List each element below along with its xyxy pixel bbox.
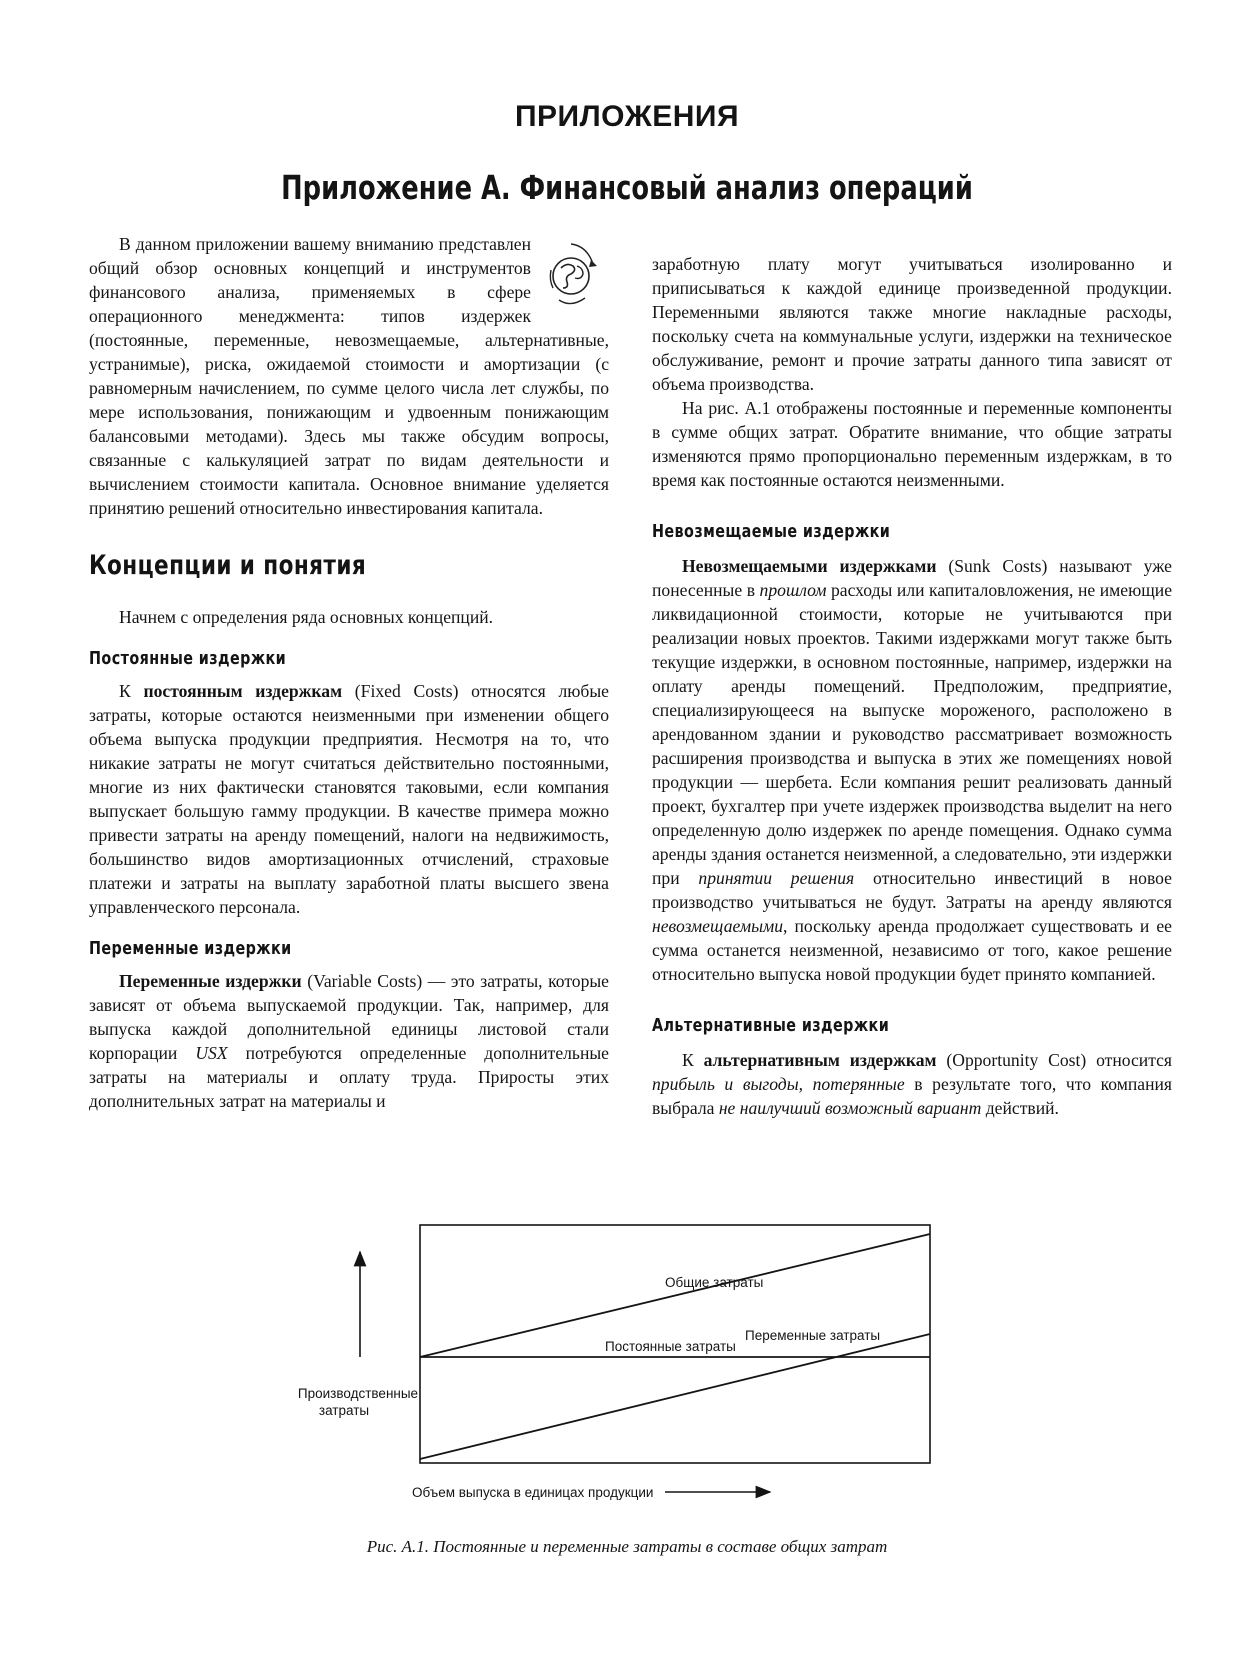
concepts-heading: Концепции и понятия — [89, 550, 367, 581]
intro-block — [89, 232, 609, 520]
fixed-costs-paragraph: К постоянным издержкам (Fixed Costs) относятся любые затраты, которые остаются неизменными при изменении общего объема выпуска продукции предприятия. Несмотря на то, что никакие затраты не могут считаться действительно постоянными, многие из них фактически становятся таковыми, если компания выпускает большую гамму продукции. В качестве примера можно привести затраты на аренду помещений, налоги на недвижимость, большинство видов амортизационных отчислений, страховые платежи и затраты на выплату заработной платы высшего звена управленческого персонала. — [89, 681, 609, 917]
figure-caption: Рис. А.1. Постоянные и переменные затраты в составе общих затрат — [366, 1537, 888, 1556]
variable-costs-paragraph: Переменные издержки (Variable Costs) — это затраты, которые зависят от объема выпускаемой продукции. Так, например, для выпуска каждой дополнительной единицы листовой стали корпорации USX потребуются определенные дополнительные затраты на материалы и оплату труда. Приросты этих дополнительных затрат на материалы и — [89, 971, 609, 1111]
sunk-costs-term: Невозмещаемыми издержками — [682, 556, 937, 576]
continuation-paragraph: заработную плату могут учитываться изолированно и приписываться к каждой единице произведенной продукции. Переменными являются также многие накладные расходы, поскольку счета на коммунальные услуги, издержки на техническое обслуживание, ремонт и прочие затраты данного типа зависят от объема производства. — [652, 254, 1172, 394]
opportunity-costs-paragraph: К альтернативным издержкам (Opportunity Cost) относится прибыль и выгоды, потерянные в результате того, что компания выбрала не наилучший возможный вариант действий. — [652, 1050, 1173, 1118]
fixed-costs-heading: Постоянные издержки — [89, 649, 287, 669]
figure-reference-paragraph: На рис. А.1 отображены постоянные и переменные компоненты в сумме общих затрат. Обратите внимание, что общие затраты изменяются прямо пропорционально переменным издержкам, в то время как постоянные остаются неизменными. — [652, 398, 1172, 490]
variable-costs-label: Переменные затраты — [745, 1328, 881, 1343]
company-name: USX — [195, 1043, 228, 1063]
y-axis-label-line2: затраты — [318, 1403, 370, 1418]
x-axis-label: Объем выпуска в единицах продукции — [412, 1485, 654, 1500]
globe-icon — [541, 238, 603, 310]
sunk-costs-paragraph: Невозмещаемыми издержками (Sunk Costs) называют уже понесенные в прошлом расходы или капиталовложения, не имеющие ликвидационной стоимости, которые не учитываются при реализации новых проектов. Такими издержками могут также быть текущие издержки, в основном постоянные, например, издержки на оплату аренды помещений. Предположим, предприятие, специализирующееся на выпуске мороженого, расположено в арендованном здании и руководство рассматривает возможность расширения производства и выпуска в этих же помещениях новой продукции — шербета. Если компания решит реализовать данный проект, бухгалтер при учете издержек производства выделит на него определенную долю издержек по аренде помещения. Однако сумма аренды здания останется неизменной, а следовательно, эти издержки при принятии решения относительно инвестиций в новое производство учитываться не будут. Затраты на аренду являются невозмещаемыми, поскольку аренда продолжает существовать и ее сумма останется неизменной, независимо от того, какое решение относительно выпуска новой продукции будет принято компанией. — [652, 556, 1172, 984]
fixed-costs-label: Постоянные затраты — [605, 1339, 736, 1354]
right-column — [652, 252, 1172, 1120]
y-axis-label-line1: Производственные — [297, 1386, 419, 1401]
appendix-title: Приложение А. Финансовый анализ операций — [281, 168, 973, 207]
opportunity-costs-heading: Альтернативные издержки — [652, 1016, 890, 1036]
section-title: ПРИЛОЖЕНИЯ — [514, 100, 740, 133]
fixed-costs-term: постоянным издержкам — [143, 681, 343, 701]
variable-costs-term: Переменные издержки — [119, 971, 302, 991]
variable-costs-heading: Переменные издержки — [89, 939, 292, 959]
cost-diagram — [280, 1222, 980, 1512]
total-costs-label: Общие затраты — [665, 1275, 764, 1290]
intro-paragraph: В данном приложении вашему вниманию представлен общий обзор основных концепций и инструментов финансового анализа, применяемых в сфере операционного менеджмента: типов издержек (постоянные, переменные, невозмещаемые, альтернативные, устранимые), риска, ожидаемой стоимости и амортизации (с равномерным начислением, по сумме целого числа лет службы, по мере использования, понижающим и удвоенным понижающим балансовыми методами). Здесь мы также обсудим вопросы, связанные с калькуляцией затрат по видам деятельности и вычислением стоимости капитала. Основное внимание уделяется принятию решений относительно инвестирования капитала. — [89, 234, 609, 518]
opportunity-costs-term: альтернативным издержкам — [703, 1050, 937, 1070]
sunk-costs-heading: Невозмещаемые издержки — [652, 522, 891, 542]
figure-a1 — [280, 1222, 980, 1512]
concepts-lead: Начнем с определения ряда основных концепций. — [119, 607, 494, 627]
left-column — [89, 232, 609, 1113]
